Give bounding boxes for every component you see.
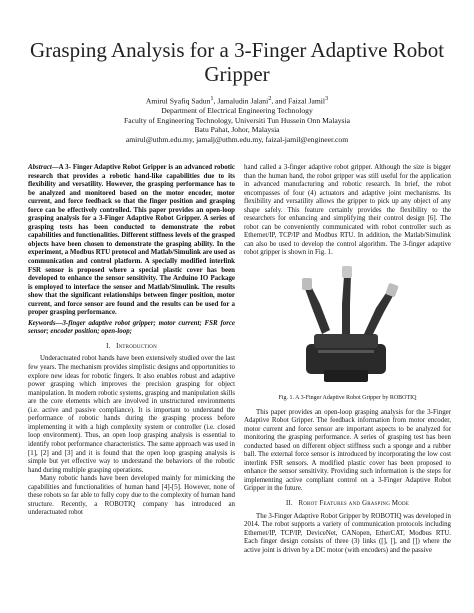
keywords-text: 3-finger adaptive robot gripper; motor current; FSR force sensor; encoder position; open-loop;	[28, 319, 235, 336]
intro-paragraph: Many robotic hands have been developed mainly for mimicking the capabilities and functionalities of human hand [4]-[5]. However, none of these robots so far able to fully copy due to the complexity of human hand structure. Recently, a ROBOTIQ company has introduced an underactuated robot	[28, 475, 235, 517]
robot-gripper-image	[244, 260, 451, 392]
keywords-label: Keywords—	[28, 319, 63, 327]
paper-title: Grasping Analysis for a 3-Finger Adaptive Robot Gripper	[29, 38, 445, 86]
author-block	[40, 94, 434, 145]
abstract	[28, 164, 235, 318]
faculty: Faculty of Engineering Technology, Universiti Tun Hussein Onn Malaysia	[124, 115, 350, 125]
body-paragraph: The 3-Finger Adaptive Robot Gripper by ROBOTIQ was developed in 2014. The robot supports a variety of communication protocols including Ethernet/IP, TCP/IP, DeviceNet, CANopen, EtherCAT, Modbus RTU. Each finger design consists of three (3) links ([], [], and []) where the active joint is driven by a DC motor (with encoders) and the passive	[244, 512, 452, 554]
keywords	[28, 320, 235, 337]
abstract-text: A 3- Finger Adaptive Robot Gripper is an advanced robotic research that provides a robotic hand-like capabilities due to its flexibility and versatility. However, the grasping performance has to be analyzed and monitored based on the motor encoder, motor current, and force feedback so that the finger position and grasping force can be effectively controlled. This paper provides an open-loop grasping analysis for a 3-Finger Adaptive Robot Gripper. A series of grasping tests has been conducted to demonstrate the robot capabilities and functionalities. Different stiffness levels of the grasped objects have been chosen to demonstrate the grasping ability. In the experiment, a Modbus RTU protocol and Matlab/Simulink are used as communication and control platform. A specially modified interlink FSR sensor is proposed where a special plastic cover has been developed to enhance the sensor sensitivity. The Arduino IO Package is employed to interface the sensor and Matlab/Simulink. The results show that the significant relationships between finger position, motor current, and force sensor are found and the results can be used for a proper grasping performance.	[28, 164, 236, 317]
figure-caption: Fig. 1. A 3-Finger Adaptive Robot Gripper by ROBOTIQ	[278, 395, 417, 402]
body-paragraph: This paper provides an open-loop grasping analysis for the 3-Finger Adaptive Robot Gripper. The feedback information from motor encoder, motor current and force sensor are important aspects to be analyzed for monitoring the grasping performance. A series of grasping test has been conducted based on different object stiffness such a sponge and a rubber ball. The external force sensor is introduced by incorporating the low cost interlink FSR sensors. A modified plastic cover has been proposed to enhance the sensor sensitivity. Providing such information is the steps for implementing active compliant control on a 3-Finger Adaptive Robot Gripper in the future.	[244, 408, 451, 493]
figure-robot-gripper	[244, 260, 451, 392]
intro-paragraph: Underactuated robot hands have been extensively studied over the last few years. The mechanism provides simplistic designs and opportunities to explore new ideas for robotic fingers. It also enables robust and adaptive power grasping which improves the precision grasping for object manipulation. In modern robotic systems, grasping and manipulation skills are the core elements which are involved in unstructured environments (i.e. active and passive compliance). It is important to understand the performance of robotic hands during the grasping process before implementing it with a high complexity system or controller (i.e. closed loop environment). Thus, an open loop grasping analysis is essential to identify robot performance characteristics. The same approach was used in [1], [2] and [3] and it is found that the open loop grasping analysis is simple but yet effective way to understand the behaviors of the robotic hand during multiple grasping operations.	[28, 355, 235, 474]
city: Batu Pahat, Johor, Malaysia	[194, 125, 280, 135]
body-paragraph: hand called a 3-finger adaptive robot gripper. Although the size is bigger than the human hand, the robot gripper was still useful for the application in advanced manufacturing and robotic research. In brief, the robot encompasses of four (4) actuators and adaptive joint mechanisms. Its flexibility and versatility allows the gripper to pick up any object of any shape safely. This feature certainly provides the flexibility to the researchers for enhancing and simplifying their control design [6]. The robot can be conveniently communicated with robot controller such as Ethernet/IP, TCP/IP and Modbus RTU. In addition, the Matlab/Simulink can also be used to develop the control algorithm. The 3-finger adaptive robot gripper is shown in Fig. 1.	[244, 164, 451, 257]
emails: amirul@uthm.edu.my, jamalj@uthm.edu.my, faizal-jamil@engineer.com	[125, 134, 349, 144]
author-names: Amirul Syafiq Sadun$^1$, Jamaludin Jalani$^2$, and Faizal Jamil$^3$	[145, 95, 329, 106]
left-column	[28, 164, 235, 518]
abstract-label: Abstract—	[28, 164, 59, 171]
department: Department of Electrical Engineering Technology	[161, 106, 313, 116]
right-column	[244, 164, 451, 555]
section-heading-robot-features: II. Robot Features and Grasping Mode	[285, 500, 410, 508]
section-heading-introduction: I. Introduction	[106, 342, 157, 350]
